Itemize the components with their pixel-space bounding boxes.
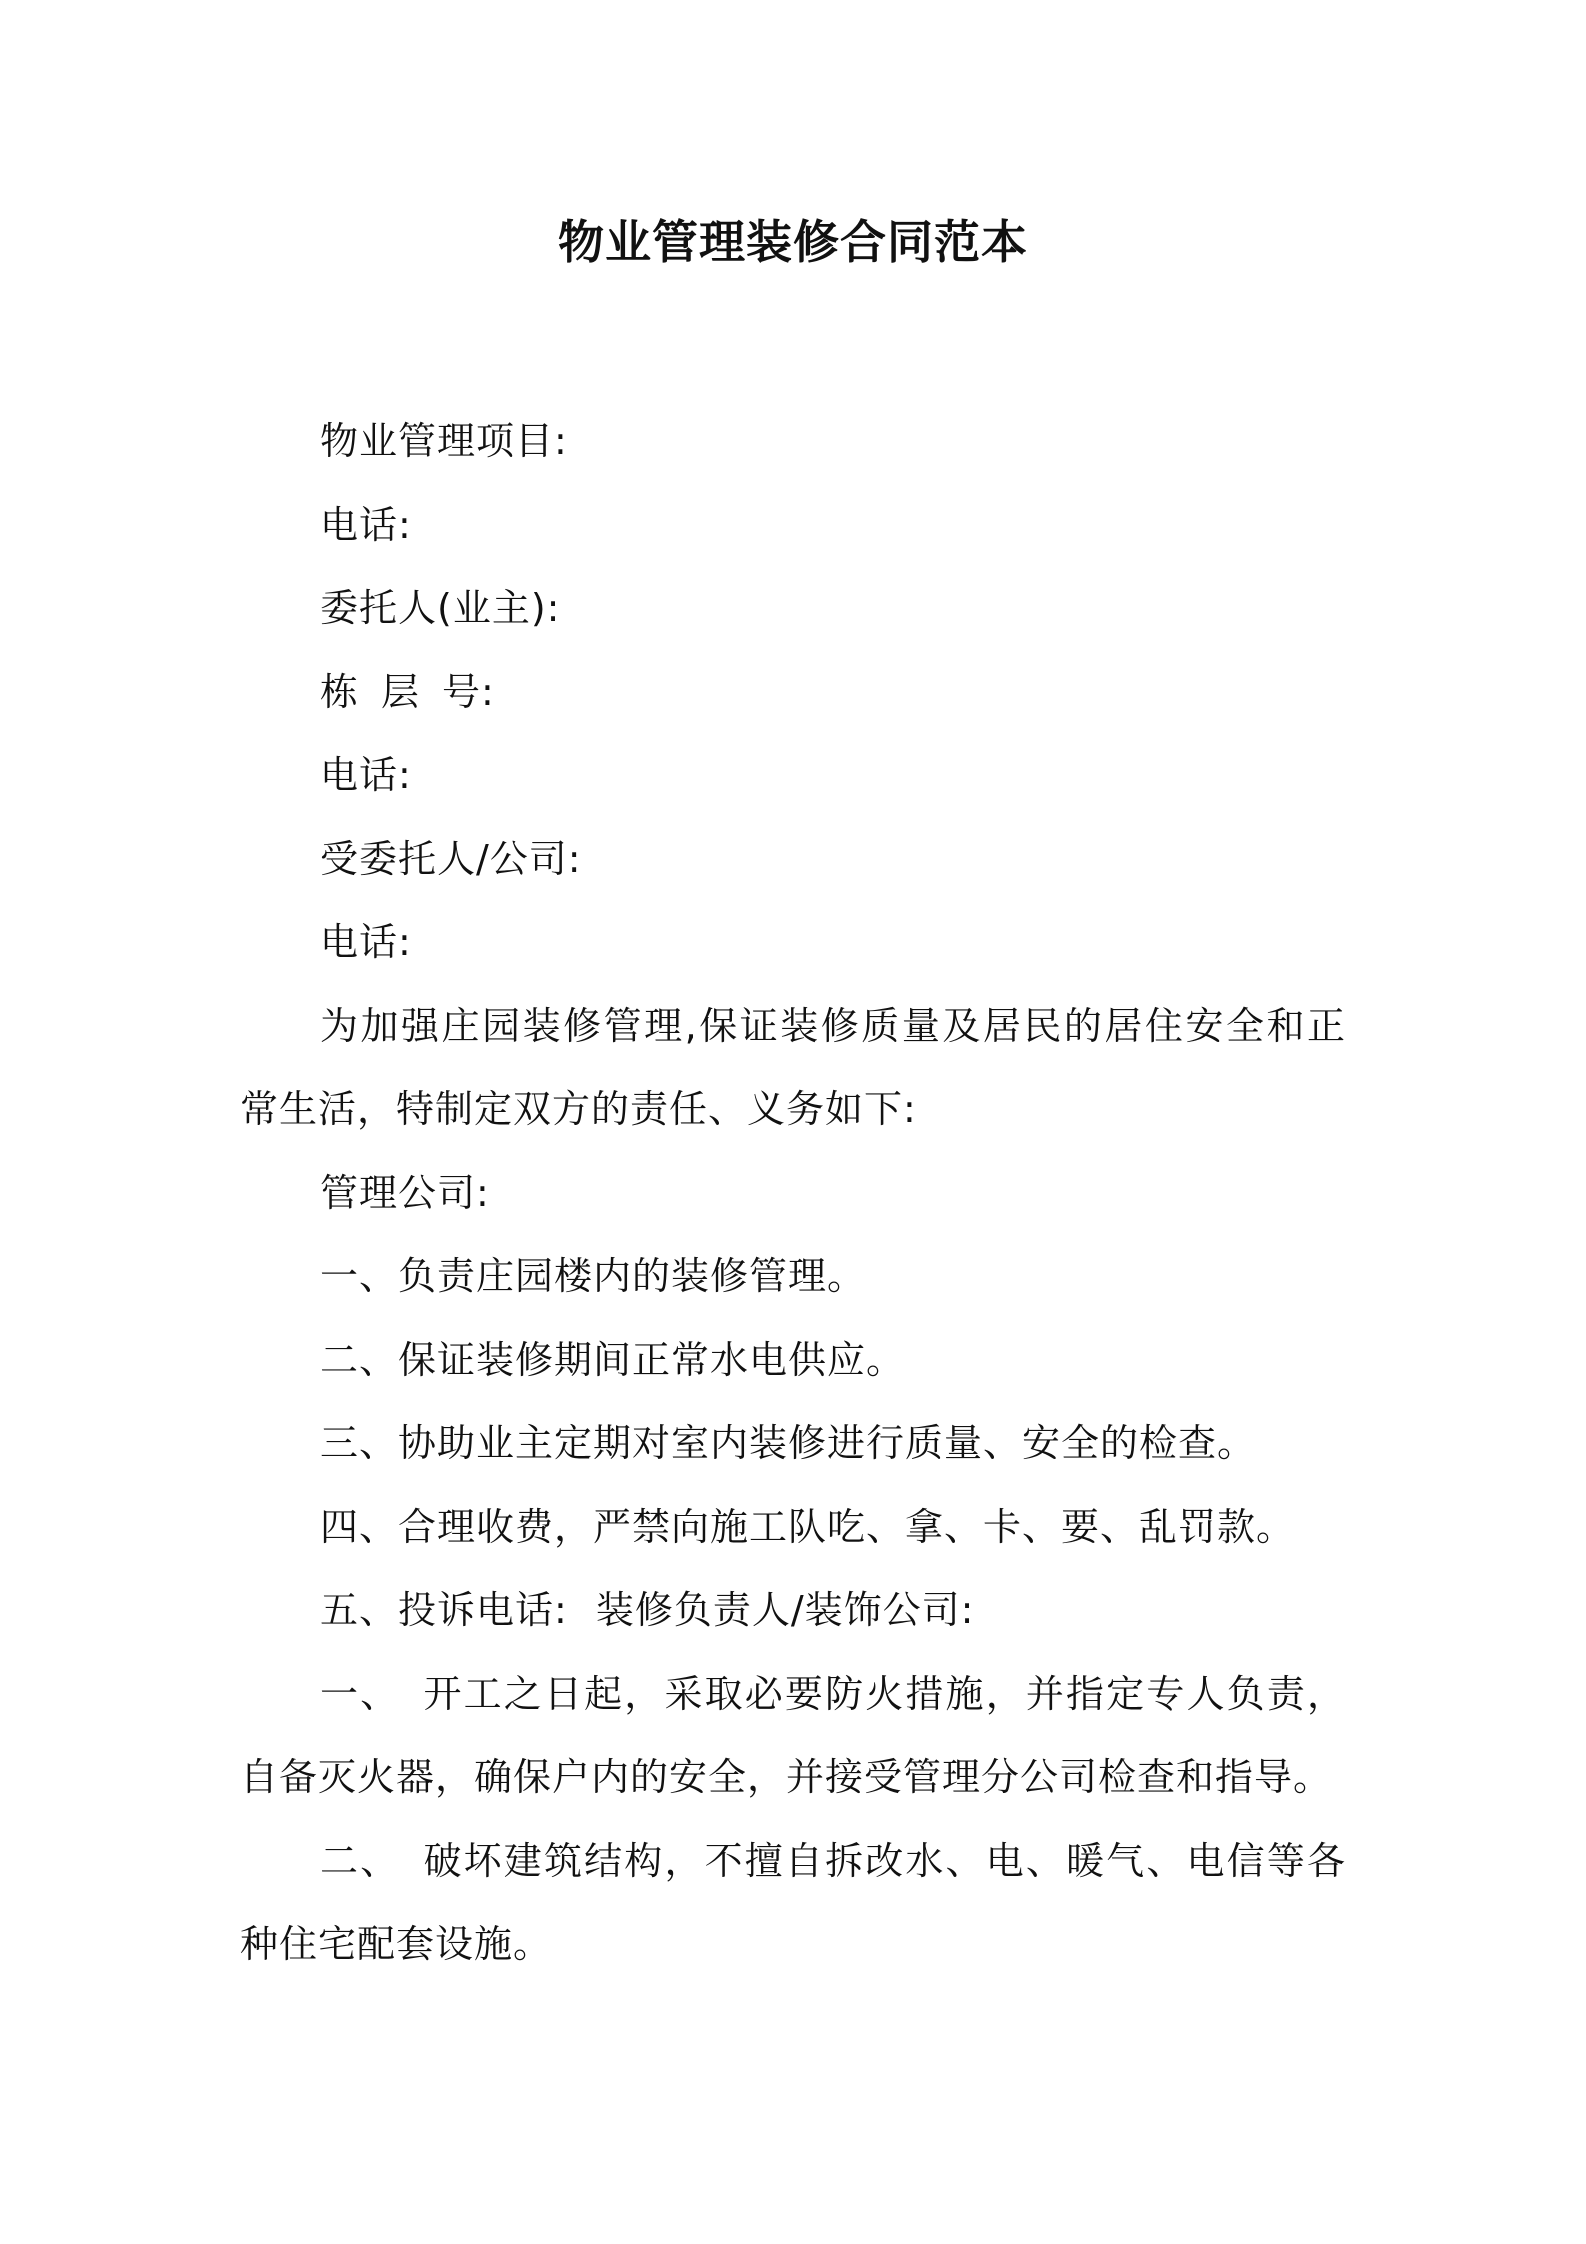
management-item-4: 四、合理收费，严禁向施工队吃、拿、卡、要、乱罚款。 <box>320 1504 1296 1549</box>
management-item-3: 三、协助业主定期对室内装修进行质量、安全的检查。 <box>320 1421 1257 1465</box>
field-contractor <box>240 818 1346 902</box>
field-phone-3-label: 电话: <box>320 920 412 964</box>
field-phone-1-label: 电话: <box>320 502 412 547</box>
field-contractor-label: 受委托人/公司: <box>320 836 582 881</box>
decorator-item-2 <box>240 1820 1346 1987</box>
field-client-label: 委托人(业主): <box>320 586 561 630</box>
decorator-item-2-text: 破坏建筑结构，不擅自拆改水、电、暖气、电信等各种住宅配套设施。 <box>240 1838 1346 1966</box>
intro-paragraph: 为加强庄园装修管理,保证装修质量及居民的居住安全和正常生活，特制定双方的责任、义务如下: <box>240 1003 1346 1131</box>
decorator-item-1 <box>240 1653 1346 1820</box>
field-phone-2 <box>240 734 1346 818</box>
complaint-label: 五、投诉电话: <box>320 1588 568 1632</box>
field-phone-3 <box>240 901 1346 985</box>
complaint-line <box>240 1569 1346 1653</box>
field-client <box>240 567 1346 651</box>
management-item-1: 一、负责庄园楼内的装修管理。 <box>320 1254 867 1298</box>
field-building-a: 栋 <box>320 669 360 714</box>
decorator-label: 装修负责人/装饰公司: <box>595 1588 975 1632</box>
management-item-2: 二、保证装修期间正常水电供应。 <box>320 1337 906 1382</box>
decorator-item-2-num: 二、 <box>320 1838 401 1883</box>
field-project <box>240 400 1346 484</box>
field-building-c: 号: <box>442 669 495 714</box>
field-phone-1 <box>240 484 1346 568</box>
decorator-item-1-text: 开工之日起，采取必要防火措施，并指定专人负责，自备灭火器，确保户内的安全，并接受管理分公司检查和指导。 <box>240 1671 1346 1799</box>
field-building <box>240 651 1346 735</box>
decorator-item-1-num: 一、 <box>320 1671 401 1716</box>
management-heading: 管理公司: <box>320 1170 490 1215</box>
document-title: 物业管理装修合同范本 <box>558 215 1028 269</box>
document-body <box>240 400 1346 1987</box>
field-building-b: 层 <box>381 669 421 714</box>
field-phone-2-label: 电话: <box>320 753 412 797</box>
field-project-label: 物业管理项目: <box>320 419 568 463</box>
